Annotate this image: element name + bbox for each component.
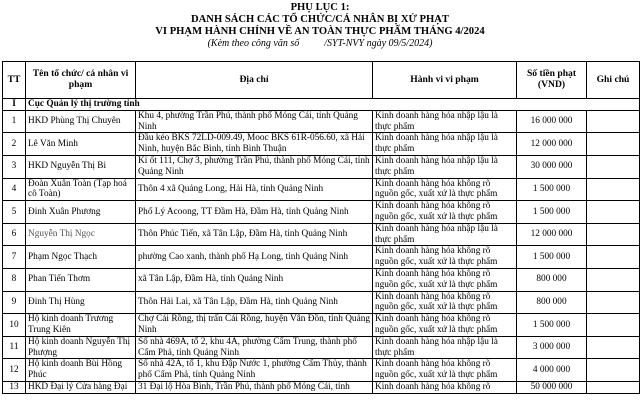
row-name: Lê Văn Minh [26, 133, 136, 156]
row-note [587, 155, 640, 178]
row-name: Đinh Thị Hùng [26, 291, 136, 314]
row-amount: 800 000 [517, 268, 587, 291]
row-address: Thôn Phúc Tiến, xã Tân Lập, Đầm Hà, tỉnh Quảng Ninh [136, 223, 373, 246]
row-number: 2 [3, 133, 26, 156]
row-name: Đoàn Xuân Toàn (Tạp hoá cô Toàn) [26, 178, 136, 201]
row-amount: 16 000 000 [517, 110, 587, 133]
row-note [587, 381, 640, 393]
row-note [587, 178, 640, 201]
row-violation: Kinh doanh hàng hóa không rõ nguồn gốc, xuất xứ là thực phẩm [373, 201, 517, 224]
row-note [587, 246, 640, 269]
row-address: Phố Lý Acoong, TT Đầm Hà, Đầm Hà, tỉnh Quảng Ninh [136, 201, 373, 224]
row-number: 7 [3, 246, 26, 269]
row-number: 5 [3, 201, 26, 224]
list-subtitle: VI PHẠM HÀNH CHÍNH VỀ AN TOÀN THỰC PHẨM THÁNG 4/2024 [155, 26, 485, 37]
violations-table [2, 61, 640, 394]
row-name: Phạm Ngọc Thạch [26, 246, 136, 269]
section-row [3, 99, 640, 111]
row-violation: Kinh doanh hàng hóa nhập lậu là thực phẩm [373, 223, 517, 246]
list-title: DANH SÁCH CÁC TỔ CHỨC/CÁ NHÂN BỊ XỬ PHẠT [191, 14, 449, 25]
table-header-row [3, 62, 640, 99]
row-note [587, 110, 640, 133]
table-row [3, 110, 640, 133]
row-amount: 1 500 000 [517, 246, 587, 269]
row-address: Thôn Hải Lai, xã Tân Lập, Đầm Hà, tỉnh Quảng Ninh [136, 291, 373, 314]
row-violation: Kinh doanh hàng hóa không rõ nguồn gốc, xuất xứ là thực phẩm [373, 314, 517, 337]
row-violation: Kinh doanh hàng hóa không rõ [373, 381, 517, 393]
row-note [587, 268, 640, 291]
row-number: 8 [3, 268, 26, 291]
appendix-title: PHỤ LỤC 1: [290, 2, 350, 13]
row-number: 12 [3, 359, 26, 382]
row-violation: Kinh doanh hàng hóa nhập lậu là thực phẩm [373, 133, 517, 156]
row-address: xã Tân Lập, Đầm Hà, tỉnh Quảng Ninh [136, 268, 373, 291]
row-address: 31 Đại lộ Hòa Bình, Trần Phú, thành phố Móng Cái, tỉnh [136, 381, 373, 393]
table-row [3, 359, 640, 382]
row-note [587, 314, 640, 337]
row-name: HKD Phùng Thị Chuyên [26, 110, 136, 133]
row-note [587, 223, 640, 246]
row-name: Nguyễn Thị Ngọc [26, 223, 136, 246]
table-row [3, 314, 640, 337]
table-row [3, 155, 640, 178]
row-amount: 4 000 000 [517, 359, 587, 382]
row-amount: 12 000 000 [517, 223, 587, 246]
row-address: Số nhà 42A, tổ 1, khu Đập Nước 1, phường Cẩm Thủy, thành phố Cẩm Phả, tỉnh Quảng Ninh [136, 359, 373, 382]
table-row [3, 223, 640, 246]
row-address: phường Cao xanh, thành phố Hạ Long, tỉnh Quảng Ninh [136, 246, 373, 269]
row-amount: 3 000 000 [517, 336, 587, 359]
row-name: Phan Tiến Thơm [26, 268, 136, 291]
section-title: Cục Quản lý thị trường tỉnh [26, 99, 640, 111]
row-note [587, 291, 640, 314]
row-name: Hộ kinh doanh Bùi Hồng Phúc [26, 359, 136, 382]
row-amount: 50 000 000 [517, 381, 587, 393]
row-violation: Kinh doanh hàng hóa nhập lậu là thực phẩm [373, 155, 517, 178]
reference-note: (Kèm theo công văn số /SYT-NVY ngày 09/5/2024) [207, 38, 433, 49]
row-number: 1 [3, 110, 26, 133]
row-note [587, 359, 640, 382]
row-amount: 1 500 000 [517, 314, 587, 337]
row-violation: Kinh doanh hàng hóa không rõ nguồn gốc, xuất xứ là thực phẩm [373, 178, 517, 201]
table-row [3, 133, 640, 156]
row-name: Đinh Xuân Phương [26, 201, 136, 224]
table-row [3, 201, 640, 224]
row-violation: Kinh doanh hàng hóa nhập lậu là thực phẩm [373, 336, 517, 359]
table-row [3, 336, 640, 359]
row-amount: 1 500 000 [517, 178, 587, 201]
row-number: 11 [3, 336, 26, 359]
row-number: 3 [3, 155, 26, 178]
row-note [587, 336, 640, 359]
row-address: Số nhà 469A, tổ 2, khu 4A, phường Cẩm Trung, thành phố Cẩm Phả, tỉnh Quảng Ninh [136, 336, 373, 359]
row-amount: 1 500 000 [517, 201, 587, 224]
table-row [3, 246, 640, 269]
row-violation: Kinh doanh hàng hóa không rõ nguồn gốc, xuất xứ là thực phẩm [373, 268, 517, 291]
row-number: 10 [3, 314, 26, 337]
document-header [0, 0, 640, 49]
row-violation: Kinh doanh hàng hóa không rõ nguồn gốc, xuất xứ là thực phẩm [373, 291, 517, 314]
table-row [3, 178, 640, 201]
table-row [3, 381, 640, 393]
table-row [3, 268, 640, 291]
col-header-note: Ghi chú [587, 62, 640, 99]
table-row [3, 291, 640, 314]
col-header-violation: Hành vi vi phạm [373, 62, 517, 99]
col-header-tt: TT [3, 62, 26, 99]
col-header-name: Tên tổ chức/ cá nhân vi phạm [26, 62, 136, 99]
row-name: Hộ kinh doanh Trương Trung Kiên [26, 314, 136, 337]
col-header-address: Địa chỉ [136, 62, 373, 99]
row-violation: Kinh doanh hàng hóa nhập lậu là thực phẩm [373, 110, 517, 133]
row-amount: 800 000 [517, 291, 587, 314]
col-header-amount: Số tiền phạt (VND) [517, 62, 587, 99]
row-violation: Kinh doanh hàng hóa không rõ nguồn gốc, xuất xứ là thực phẩm [373, 359, 517, 382]
row-amount: 12 000 000 [517, 133, 587, 156]
row-address: Đầu kéo BKS 72LD-009.49, Mooc BKS 61R-056.60, xã Hải Ninh, huyện Bắc Bình, tỉnh Bình Thuận [136, 133, 373, 156]
row-name: HKD Nguyễn Thị Bi [26, 155, 136, 178]
row-number: 13 [3, 381, 26, 393]
row-violation: Kinh doanh hàng hóa không rõ nguồn gốc, xuất xứ là thực phẩm [373, 246, 517, 269]
row-address: Khu 4, phường Trần Phú, thành phố Móng Cái, tỉnh Quảng Ninh [136, 110, 373, 133]
row-address: Ki ốt 111, Chợ 3, phường Trần Phú, thành phố Móng Cái, tỉnh Quảng Ninh [136, 155, 373, 178]
row-name: HKD Đại lý Cửa hàng Đại [26, 381, 136, 393]
row-note [587, 133, 640, 156]
section-number: I [3, 99, 26, 111]
row-note [587, 201, 640, 224]
row-number: 9 [3, 291, 26, 314]
row-address: Thôn 4 xã Quảng Long, Hải Hà, tỉnh Quảng Ninh [136, 178, 373, 201]
row-number: 6 [3, 223, 26, 246]
row-address: Chợ Cái Rồng, thị trấn Cái Rồng, huyện Vân Đồn, tỉnh Quảng Ninh [136, 314, 373, 337]
row-name: Hộ kinh doanh Nguyễn Thị Phượng [26, 336, 136, 359]
row-number: 4 [3, 178, 26, 201]
row-amount: 30 000 000 [517, 155, 587, 178]
